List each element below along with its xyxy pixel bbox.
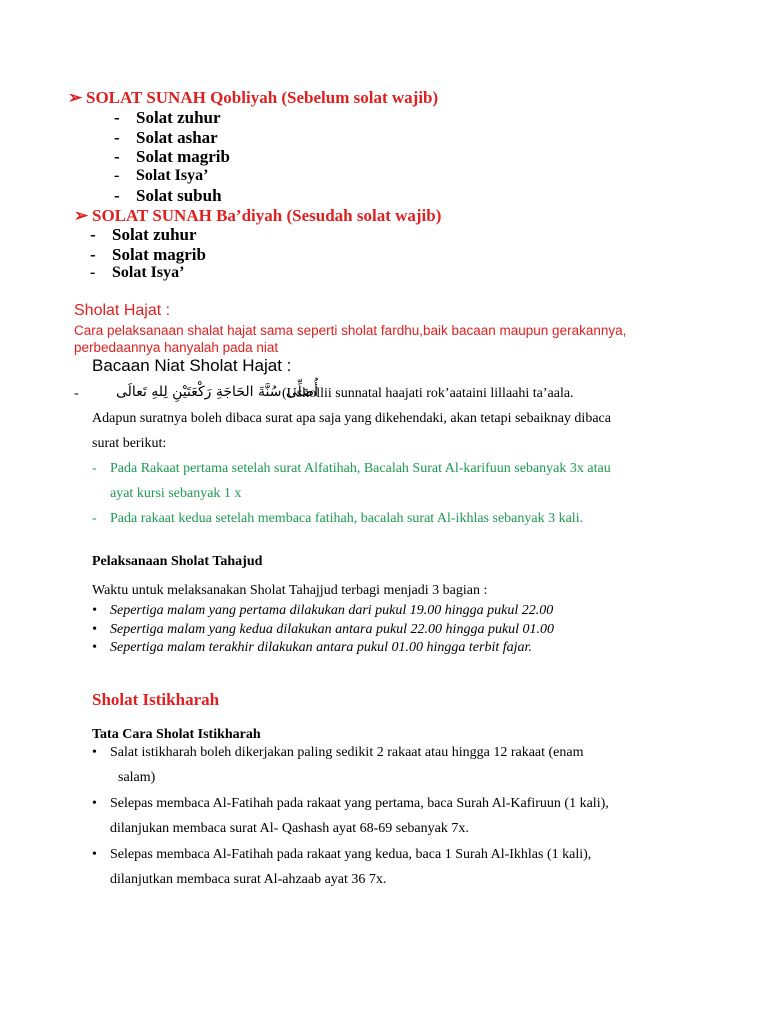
istikharah-item: • Salat istikharah boleh dikerjakan paling sedikit 2 rakaat atau hingga 12 rakaat (enam bbox=[92, 745, 584, 760]
badiyah-item: - Solat Isya’ bbox=[90, 264, 185, 281]
green-item-1: - Pada Rakaat pertama setelah surat Alfatihah, Bacalah Surat Al-karifuun sebanyak 3x atau bbox=[92, 461, 611, 476]
qobliyah-item: - Solat ashar bbox=[114, 128, 218, 147]
istikharah-title: Sholat Istikharah bbox=[92, 690, 220, 709]
istikharah-item: • Selepas membaca Al-Fatihah pada rakaat yang kedua, baca 1 Surah Al-Ikhlas (1 kali), bbox=[92, 847, 592, 862]
niat-latin: (Ushollii sunnatal haajati rok’aataini lillaahi ta’aala. bbox=[282, 386, 574, 401]
bullet-icon: • bbox=[92, 603, 97, 618]
badiyah-item: - Solat zuhur bbox=[90, 225, 197, 244]
tahajud-title: Pelaksanaan Sholat Tahajud bbox=[92, 554, 263, 569]
niat-title: Bacaan Niat Sholat Hajat : bbox=[92, 356, 292, 375]
tahajud-intro: Waktu untuk melaksanakan Sholat Tahajjud terbagi menjadi 3 bagian : bbox=[92, 583, 488, 598]
istikharah-item-cont: dilanjukan membaca surat Al- Qashash ayat 68-69 sebanyak 7x. bbox=[110, 821, 469, 836]
hajat-desc-line1: Cara pelaksanaan shalat hajat sama seperti sholat fardhu,baik bacaan maupun gerakannya, bbox=[74, 323, 627, 338]
bullet-icon: • bbox=[92, 745, 97, 760]
hajat-desc-line2: perbedaannya hanyalah pada niat bbox=[74, 340, 279, 355]
qobliyah-item: - Solat magrib bbox=[114, 147, 230, 166]
qobliyah-item: - Solat subuh bbox=[114, 186, 222, 205]
tahajud-item: • Sepertiga malam terakhir dilakukan antara pukul 01.00 hingga terbit fajar. bbox=[92, 640, 532, 655]
qobliyah-item: - Solat zuhur bbox=[114, 108, 221, 127]
qobliyah-heading: ➢ SOLAT SUNAH Qobliyah (Sebelum solat wajib) bbox=[68, 88, 439, 107]
istikharah-subtitle: Tata Cara Sholat Istikharah bbox=[92, 727, 261, 742]
badiyah-item: - Solat magrib bbox=[90, 245, 206, 264]
green-item-1-cont: ayat kursi sebanyak 1 x bbox=[110, 486, 242, 501]
istikharah-item-cont: dilanjutkan membaca surat Al-ahzaab ayat 36 7x. bbox=[110, 872, 387, 887]
badiyah-heading: ➢ SOLAT SUNAH Ba’diyah (Sesudah solat wajib) bbox=[74, 206, 442, 225]
qobliyah-item: - Solat Isya’ bbox=[114, 167, 209, 184]
bullet-icon: • bbox=[92, 847, 97, 862]
niat-dash: - bbox=[74, 386, 79, 401]
niat-arabic: أُصَلِّى سُنَّةَ الحَاجَةِ رَكْعَتَيْنِ لِلهِ تَعالَى bbox=[116, 384, 318, 400]
arrow-bullet-icon: ➢ bbox=[74, 206, 89, 225]
arrow-bullet-icon: ➢ bbox=[68, 88, 83, 107]
bullet-icon: • bbox=[92, 796, 97, 811]
tahajud-item: • Sepertiga malam yang pertama dilakukan dari pukul 19.00 hingga pukul 22.00 bbox=[92, 603, 554, 618]
surat-line2: surat berikut: bbox=[92, 436, 167, 451]
hajat-title: Sholat Hajat : bbox=[74, 302, 171, 319]
green-item-2: - Pada rakaat kedua setelah membaca fatihah, bacalah surat Al-ikhlas sebanyak 3 kali. bbox=[92, 511, 584, 526]
istikharah-item-cont: salam) bbox=[118, 770, 156, 785]
bullet-icon: • bbox=[92, 640, 97, 655]
istikharah-item: • Selepas membaca Al-Fatihah pada rakaat yang pertama, baca Surah Al-Kafiruun (1 kali), bbox=[92, 796, 609, 811]
surat-line1: Adapun suratnya boleh dibaca surat apa saja yang dikehendaki, akan tetapi sebaiknay dibaca bbox=[92, 411, 611, 426]
bullet-icon: • bbox=[92, 622, 97, 637]
tahajud-item: • Sepertiga malam yang kedua dilakukan antara pukul 22.00 hingga pukul 01.00 bbox=[92, 622, 555, 637]
